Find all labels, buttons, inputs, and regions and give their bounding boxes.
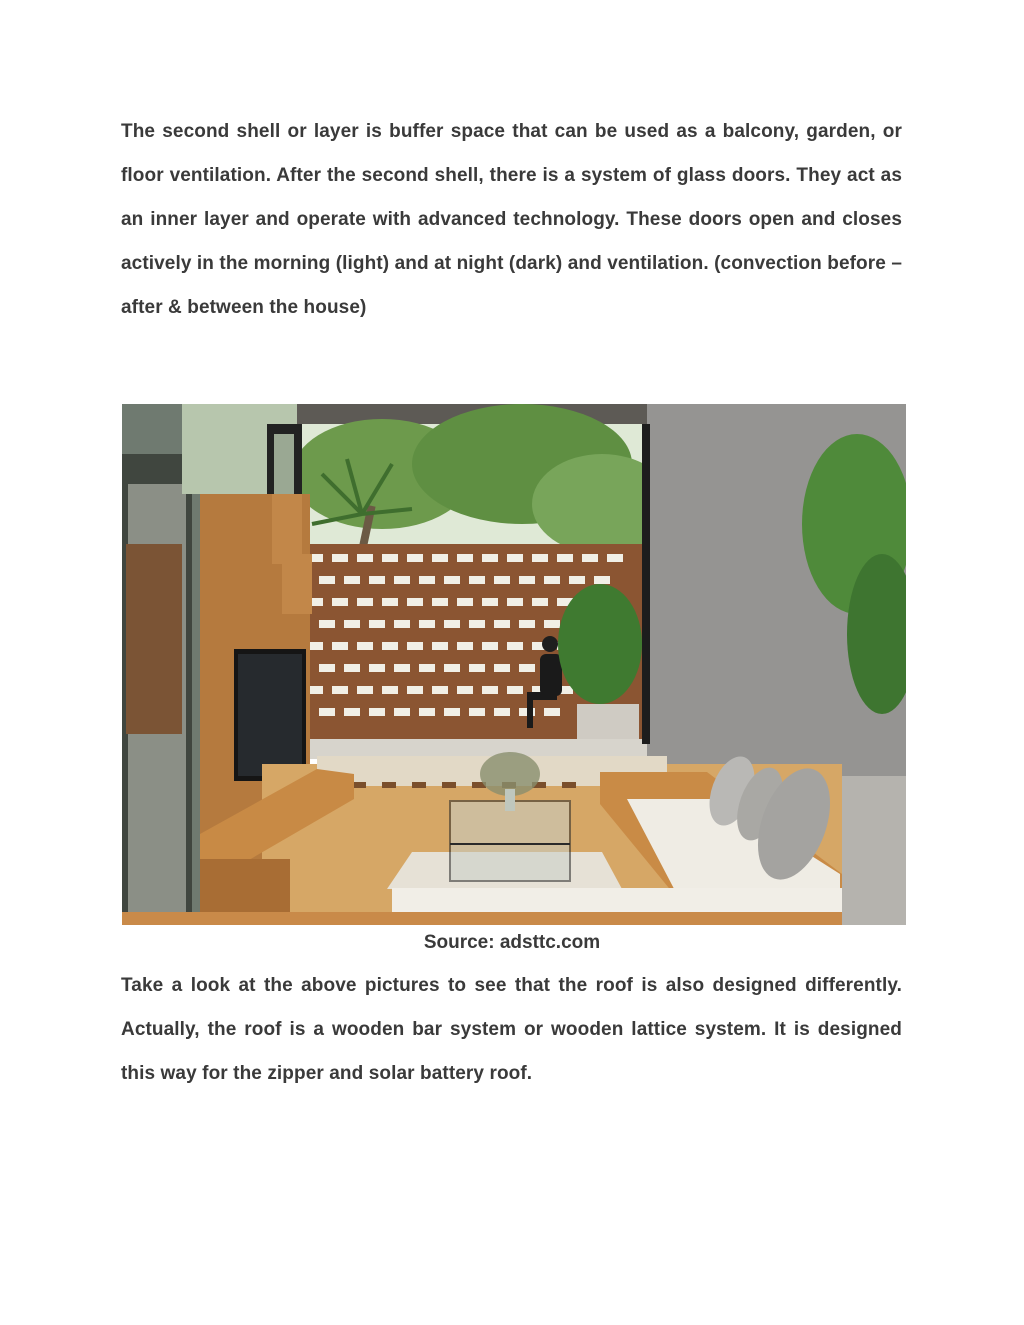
figure-caption: Source: adsttc.com xyxy=(423,932,601,953)
interior-photo xyxy=(122,404,906,925)
body-paragraph-intro: The second shell or layer is buffer space that can be used as a balcony, garden, or floor ventilation. After the second shell, there is a system of glass doors. They act as an inner layer and operate with advanced technology. These doors open and closes actively in the morning (light) and at night (dark) and ventilation. (convection before – after & between the house) xyxy=(121,121,902,318)
body-paragraph-roof: Take a look at the above pictures to see that the roof is also designed differently. Actually, the roof is a wooden bar system or wooden lattice system. It is designed this way for the zipper and solar battery roof. xyxy=(121,975,902,1084)
